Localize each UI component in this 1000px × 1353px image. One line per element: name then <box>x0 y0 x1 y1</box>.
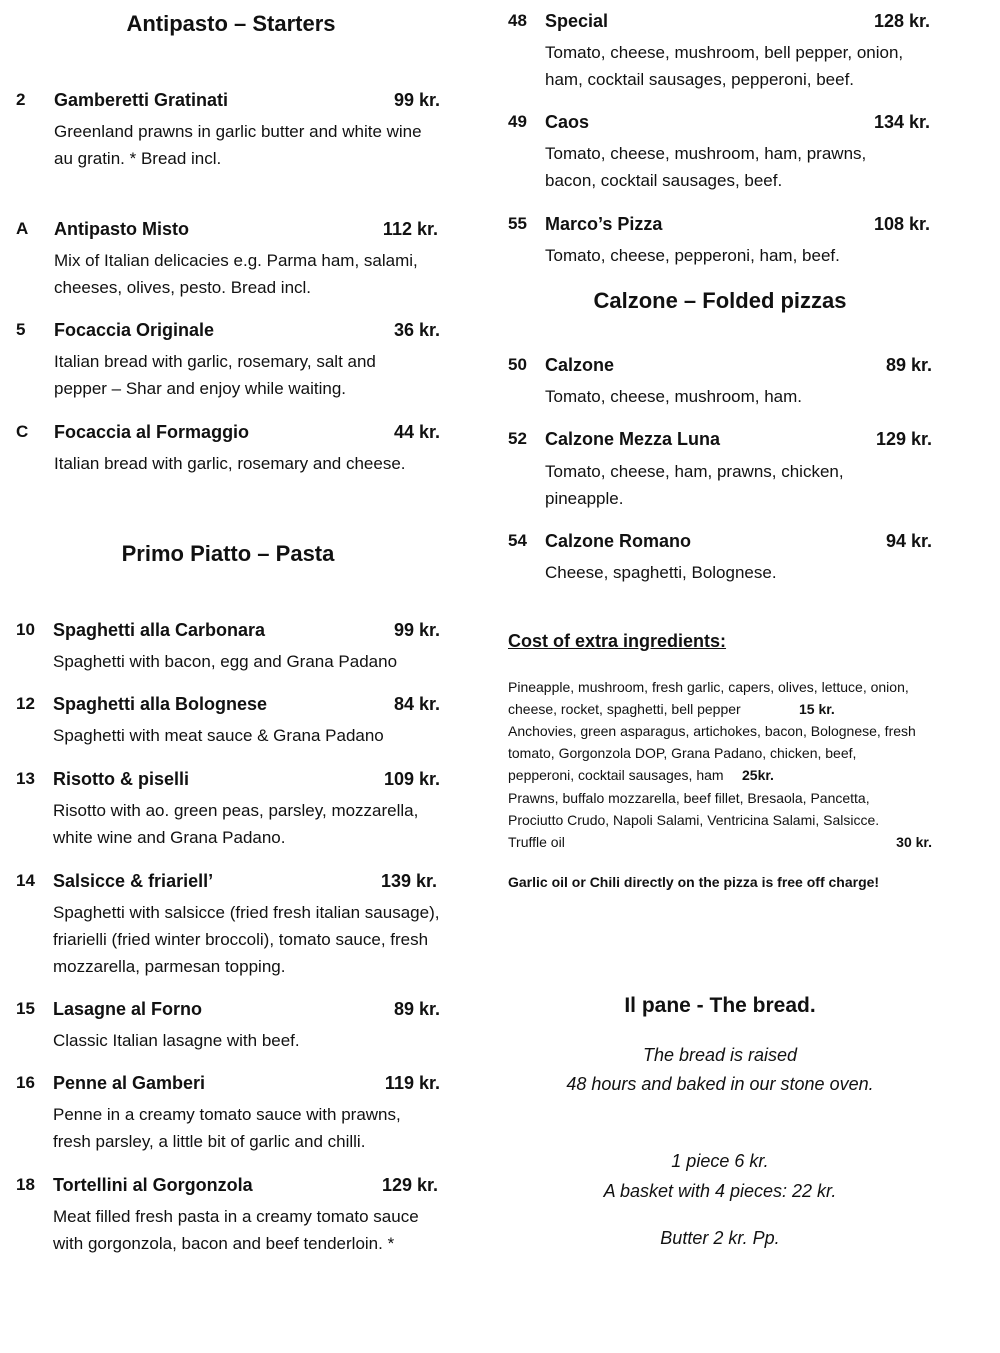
extras-line: Anchovies, green asparagus, artichokes, bacon, Bolognese, fresh <box>508 723 916 739</box>
extras-price: 30 kr. <box>896 834 932 850</box>
item-description: Mix of Italian delicacies e.g. Parma ham, salami, cheeses, olives, pesto. Bread incl. <box>54 251 418 297</box>
bread-line: A basket with 4 pieces: 22 kr. <box>603 1181 837 1201</box>
item-description: Tomato, cheese, mushroom, bell pepper, onion, ham, cocktail sausages, pepperoni, beef. <box>545 43 904 89</box>
item-name: Spaghetti alla Carbonara <box>53 620 266 640</box>
item-price: 129 kr. <box>381 1175 438 1195</box>
item-number: 14 <box>16 871 35 890</box>
item-number: 18 <box>16 1175 35 1194</box>
item-number: 13 <box>16 769 35 788</box>
item-number: 52 <box>508 429 527 448</box>
item-price: 129 kr. <box>875 429 932 449</box>
bread-line: The bread is raised <box>642 1045 798 1065</box>
item-name: Special <box>545 11 609 31</box>
extras-text: cheese, rocket, spaghetti, bell pepper <box>508 701 741 717</box>
item-price: 36 kr. <box>393 320 440 340</box>
extras-line <box>508 764 778 786</box>
item-name: Focaccia al Formaggio <box>54 422 250 442</box>
extras-price: 15 kr. <box>799 701 835 717</box>
item-price: 84 kr. <box>393 694 440 714</box>
item-number: C <box>16 422 29 441</box>
item-name: Focaccia Originale <box>54 320 215 340</box>
extras-line <box>508 698 838 720</box>
item-price: 128 kr. <box>873 11 930 31</box>
item-name: Gamberetti Gratinati <box>54 90 229 110</box>
item-number: 55 <box>508 214 527 233</box>
item-price: 109 kr. <box>383 769 440 789</box>
item-name: Tortellini al Gorgonzola <box>53 1175 253 1195</box>
item-price: 89 kr. <box>885 355 932 375</box>
item-number: 12 <box>16 694 35 713</box>
item-description: Risotto with ao. green peas, parsley, mozzarella, white wine and Grana Padano. <box>53 801 419 847</box>
item-number: 16 <box>16 1073 35 1092</box>
item-name: Caos <box>545 112 590 132</box>
bread-line: 1 piece 6 kr. <box>671 1151 769 1171</box>
item-price: 112 kr. <box>382 219 438 239</box>
extras-heading: Cost of extra ingredients: <box>508 631 727 651</box>
item-name: Lasagne al Forno <box>53 999 203 1019</box>
item-description: Spaghetti with meat sauce & Grana Padano <box>53 726 384 745</box>
item-number: 2 <box>16 90 26 109</box>
extras-line: Prociutto Crudo, Napoli Salami, Ventricina Salami, Salsicce. <box>508 812 880 828</box>
item-description: Italian bread with garlic, rosemary and cheese. <box>54 454 406 473</box>
item-description: Spaghetti with bacon, egg and Grana Padano <box>53 652 398 671</box>
item-price: 99 kr. <box>393 620 440 640</box>
item-price: 44 kr. <box>393 422 440 442</box>
item-name: Penne al Gamberi <box>53 1073 206 1093</box>
item-description: Meat filled fresh pasta in a creamy tomato sauce with gorgonzola, bacon and beef tenderloin. * <box>53 1207 419 1253</box>
item-number: 49 <box>508 112 527 131</box>
bread-line: 48 hours and baked in our stone oven. <box>566 1074 874 1094</box>
item-number: 48 <box>508 11 527 30</box>
extras-line: tomato, Gorgonzola DOP, Grana Padano, chicken, beef, <box>508 745 857 761</box>
item-description: Classic Italian lasagne with beef. <box>53 1031 300 1050</box>
calzone-heading: Calzone – Folded pizzas <box>593 288 847 313</box>
item-name: Calzone <box>545 355 615 375</box>
item-price: 89 kr. <box>393 999 440 1019</box>
item-description: Greenland prawns in garlic butter and white wine au gratin. * Bread incl. <box>54 122 422 168</box>
item-name: Antipasto Misto <box>54 219 189 239</box>
item-number: A <box>16 219 29 238</box>
item-description: Penne in a creamy tomato sauce with prawns, fresh parsley, a little bit of garlic and chilli. <box>53 1105 401 1151</box>
item-price: 119 kr. <box>384 1073 440 1093</box>
item-price: 99 kr. <box>393 90 440 110</box>
extras-line: Prawns, buffalo mozzarella, beef fillet, Bresaola, Pancetta, <box>508 790 870 806</box>
item-number: 50 <box>508 355 527 374</box>
item-number: 54 <box>508 531 527 550</box>
bread-heading: Il pane - The bread. <box>624 994 816 1017</box>
item-price: 134 kr. <box>873 112 930 132</box>
extras-text: Truffle oil <box>508 834 565 850</box>
item-description: Tomato, cheese, mushroom, ham, prawns, bacon, cocktail sausages, beef. <box>545 144 867 190</box>
extras-line <box>508 831 932 853</box>
extras-note: Garlic oil or Chili directly on the pizza is free off charge! <box>508 874 880 890</box>
item-price: 108 kr. <box>873 214 930 234</box>
antipasto-heading: Antipasto – Starters <box>126 11 336 36</box>
item-name: Calzone Romano <box>545 531 692 551</box>
pasta-heading: Primo Piatto – Pasta <box>121 541 335 566</box>
extras-text: pepperoni, cocktail sausages, ham <box>508 767 724 783</box>
extras-price: 25kr. <box>742 767 774 783</box>
item-number: 15 <box>16 999 35 1018</box>
item-description: Cheese, spaghetti, Bolognese. <box>545 563 777 582</box>
item-name: Risotto & piselli <box>53 769 190 789</box>
item-price: 139 kr. <box>380 871 437 891</box>
item-name: Marco’s Pizza <box>545 214 663 234</box>
item-number: 10 <box>16 620 35 639</box>
item-name: Spaghetti alla Bolognese <box>53 694 268 714</box>
item-price: 94 kr. <box>885 531 932 551</box>
item-number: 5 <box>16 320 26 339</box>
item-description: Tomato, cheese, pepperoni, ham, beef. <box>545 246 840 265</box>
item-description: Italian bread with garlic, rosemary, salt and pepper – Shar and enjoy while waiting. <box>54 352 376 398</box>
item-name: Calzone Mezza Luna <box>545 429 721 449</box>
item-description: Spaghetti with salsicce (fried fresh italian sausage), friarielli (fried winter broccoli), tomato sauce, fresh mozzarella, parmesan topping. <box>53 903 440 976</box>
extras-line: Pineapple, mushroom, fresh garlic, capers, olives, lettuce, onion, <box>508 679 909 695</box>
item-name: Salsicce & friariell’ <box>53 871 214 891</box>
item-description: Tomato, cheese, mushroom, ham. <box>545 387 803 406</box>
item-description: Tomato, cheese, ham, prawns, chicken, pineapple. <box>545 462 844 508</box>
bread-line: Butter 2 kr. Pp. <box>660 1228 780 1248</box>
